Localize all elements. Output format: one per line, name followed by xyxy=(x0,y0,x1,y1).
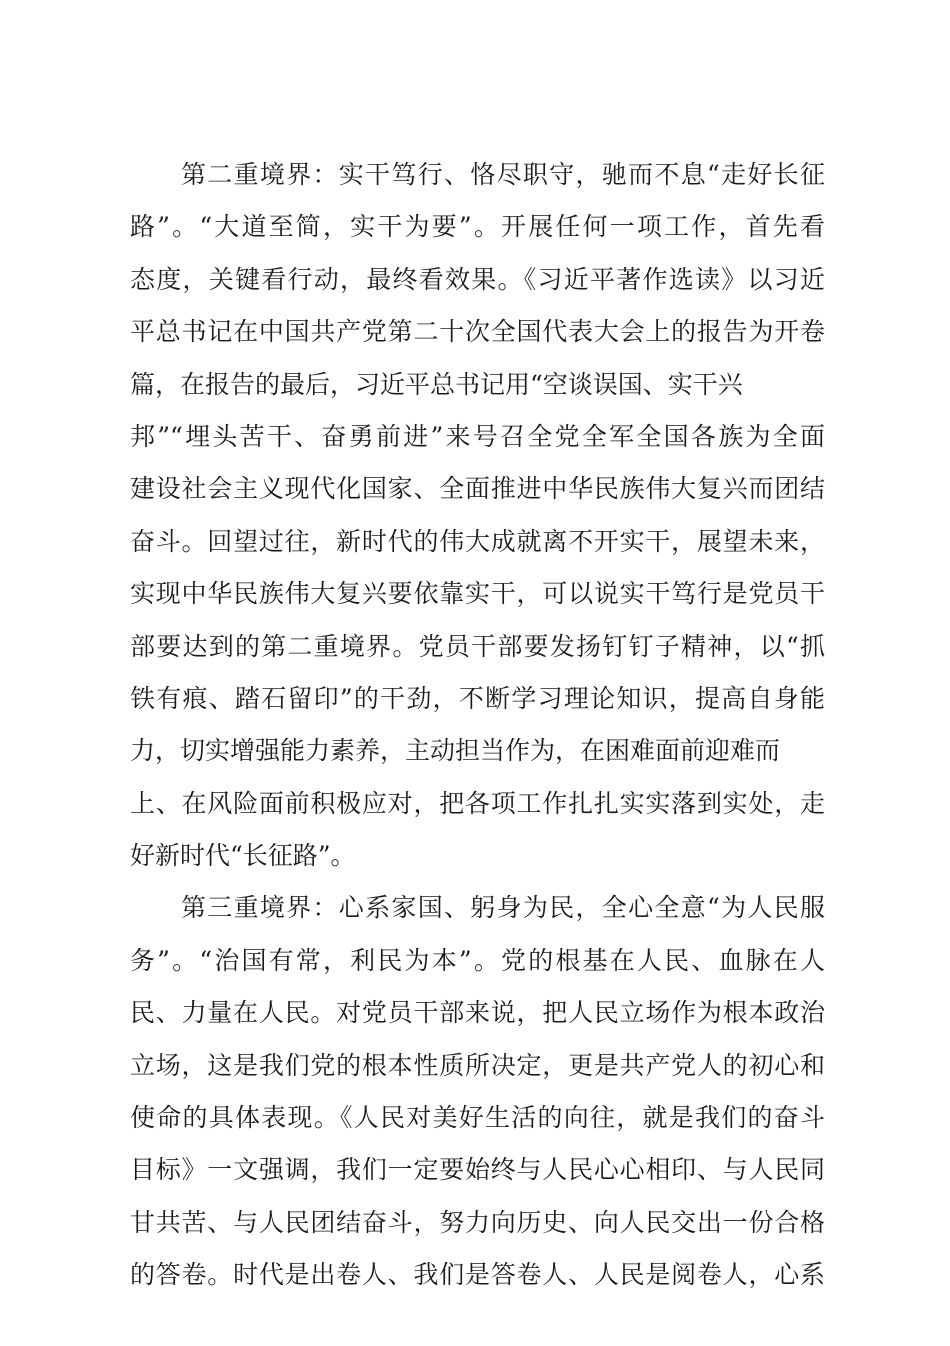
text-line: 第三重境界：心系家国、躬身为民，全心全意“为人民服 xyxy=(181,893,825,923)
text-line: 民、力量在人民。对党员干部来说，把人民立场作为根本政治 xyxy=(130,998,825,1028)
text-line: 的答卷。时代是出卷人、我们是答卷人、人民是阅卷人，心系 xyxy=(130,1260,825,1290)
document-body xyxy=(130,149,825,1302)
text-line: 力，切实增强能力素养，主动担当作为，在困难面前迎难而 xyxy=(130,736,781,766)
text-line: 甘共苦、与人民团结奋斗，努力向历史、向人民交出一份合格 xyxy=(130,1207,825,1237)
text-line: 务”。“治国有常，利民为本”。党的根基在人民、血脉在人 xyxy=(130,945,825,975)
text-line: 奋斗。回望过往，新时代的伟大成就离不开实干，展望未来， xyxy=(130,526,825,556)
text-line: 目标》一文强调，我们一定要始终与人民心心相印、与人民同 xyxy=(130,1155,825,1185)
text-line: 态度，关键看行动，最终看效果。《习近平著作选读》以习近 xyxy=(130,264,825,294)
paragraph-third-realm xyxy=(130,882,825,1301)
text-line: 平总书记在中国共产党第二十次全国代表大会上的报告为开卷 xyxy=(130,317,825,347)
text-line: 第二重境界：实干笃行、恪尽职守，驰而不息“走好长征 xyxy=(181,160,825,189)
text-line: 铁有痕、踏石留印”的干劲，不断学习理论知识，提高自身能 xyxy=(130,683,825,713)
text-line: 实现中华民族伟大复兴要依靠实干，可以说实干笃行是党员干 xyxy=(130,579,825,609)
text-line: 上、在风险面前积极应对，把各项工作扎扎实实落到实处，走 xyxy=(130,788,825,818)
text-line: 路”。“大道至简，实干为要”。开展任何一项工作，首先看 xyxy=(130,212,825,242)
text-line: 建设社会主义现代化国家、全面推进中华民族伟大复兴而团结 xyxy=(130,474,825,504)
text-line: 篇，在报告的最后，习近平总书记用“空谈误国、实干兴 xyxy=(130,369,743,399)
text-line: 邦”“埋头苦干、奋勇前进”来号召全党全军全国各族为全面 xyxy=(130,421,825,451)
text-line: 好新时代“长征路”。 xyxy=(130,841,356,871)
text-line: 立场，这是我们党的根本性质所决定，更是共产党人的初心和 xyxy=(130,1050,825,1080)
text-line: 使命的具体表现。《人民对美好生活的向往，就是我们的奋斗 xyxy=(130,1103,825,1133)
text-line: 部要达到的第二重境界。党员干部要发扬钉钉子精神，以“抓 xyxy=(130,631,825,661)
paragraph-second-realm xyxy=(130,149,825,882)
